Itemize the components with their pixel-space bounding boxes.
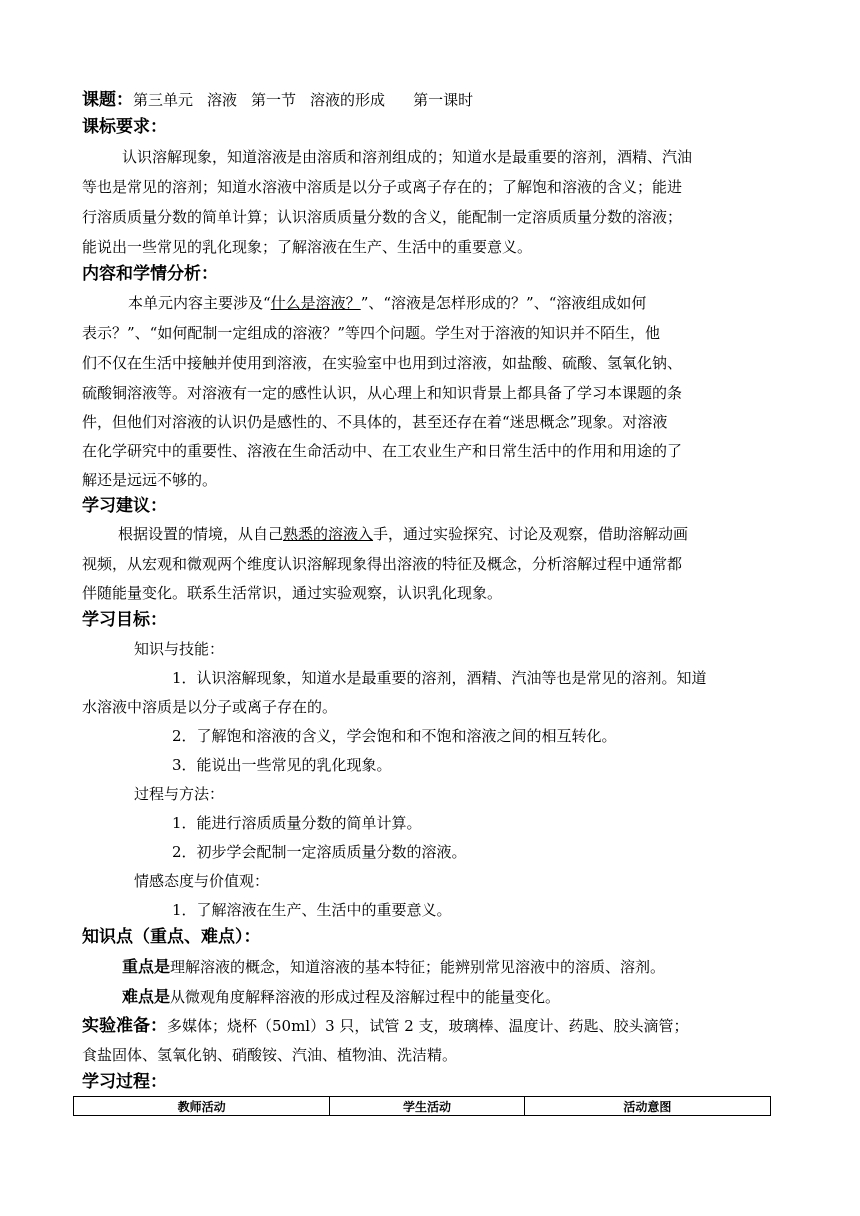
curriculum-line: 等也是常见的溶剂；知道水溶液中溶质是以分子或离子存在的；了解饱和溶液的含义；能进 <box>82 178 683 196</box>
column-header-intent: 活动意图 <box>524 1097 770 1116</box>
analysis-underlined-text: 什么是溶液？ <box>270 294 361 312</box>
analysis-line <box>128 293 828 313</box>
analysis-text: 本单元内容主要涉及“ <box>128 294 271 312</box>
column-header-student: 学生活动 <box>330 1097 524 1116</box>
preparation-text: 多媒体；烧杯（50ml）3 只，试管 2 支，玻璃棒、温度计、药匙、胶头滴管； <box>167 1017 689 1035</box>
difficult-point-label: 难点是 <box>122 987 171 1006</box>
suggestion-line <box>118 524 818 544</box>
title-label: 课题： <box>82 90 133 110</box>
objective-item: 1．了解溶液在生产、生活中的重要意义。 <box>172 901 452 919</box>
curriculum-line: 行溶质质量分数的简单计算；认识溶质质量分数的含义，能配制一定溶质质量分数的溶液； <box>82 208 683 226</box>
title-topic: 溶液 <box>207 91 238 109</box>
preparation-line: 食盐固体、氢氧化钠、硝酸铵、汽油、植物油、洗洁精。 <box>82 1046 458 1064</box>
key-point-label: 重点是 <box>122 957 171 976</box>
analysis-line: 解还是远远不够的。 <box>82 471 218 489</box>
curriculum-heading: 课标要求： <box>82 117 167 137</box>
preparation-line <box>82 1016 782 1036</box>
objective-item: 1．认识溶解现象，知道水是最重要的溶剂，酒精、汽油等也是常见的溶剂。知道 <box>172 669 707 687</box>
column-header-teacher: 教师活动 <box>74 1097 330 1116</box>
analysis-line: 们不仅在生活中接触并使用到溶液，在实验室中也用到过溶液，如盐酸、硫酸、氢氧化钠、 <box>82 354 683 372</box>
difficult-point <box>122 987 822 1007</box>
objective-item: 1．能进行溶质质量分数的简单计算。 <box>172 814 422 832</box>
objective-item: 3．能说出一些常见的乳化现象。 <box>172 756 392 774</box>
key-point-text: 理解溶液的概念，知道溶液的基本特征；能辨别常见溶液中的溶质、溶剂。 <box>170 958 666 976</box>
analysis-line: 在化学研究中的重要性、溶液在生命活动中、在工农业生产和日常生活中的作用和用途的了 <box>82 442 683 460</box>
emotion-label: 情感态度与价值观： <box>134 872 270 890</box>
suggestion-heading: 学习建议： <box>82 496 167 516</box>
knowledge-label: 知识与技能： <box>134 640 225 658</box>
key-point <box>122 957 822 977</box>
objective-item: 水溶液中溶质是以分子或离子存在的。 <box>82 698 338 716</box>
curriculum-line: 认识溶解现象，知道溶液是由溶质和溶剂组成的；知道水是最重要的溶剂，酒精、汽油 <box>122 148 693 166</box>
analysis-text: ”、“溶液是怎样形成的？”、“溶液组成如何 <box>360 294 647 312</box>
analysis-line: 表示？”、“如何配制一定组成的溶液？”等四个问题。学生对于溶液的知识并不陌生，他 <box>82 324 661 342</box>
objective-item: 2．了解饱和溶液的含义，学会饱和和不饱和溶液之间的相互转化。 <box>172 727 617 745</box>
keypoints-heading: 知识点（重点、难点）： <box>82 927 261 947</box>
difficult-point-text: 从微观角度解释溶液的形成过程及溶解过程中的能量变化。 <box>170 988 561 1006</box>
suggestion-text: 手，通过实验探究、讨论及观察，借助溶解动画 <box>373 525 689 543</box>
suggestion-line: 伴随能量变化。联系生活常识，通过实验观察，认识乳化现象。 <box>82 584 503 602</box>
process-heading: 学习过程： <box>82 1072 167 1092</box>
objectives-heading: 学习目标： <box>82 610 167 630</box>
suggestion-text: 根据设置的情境，从自己 <box>118 525 284 543</box>
analysis-line: 硫酸铜溶液等。对溶液有一定的感性认识，从心理上和知识背景上都具备了学习本课题的条 <box>82 384 683 402</box>
analysis-line: 件，但他们对溶液的认识仍是感性的、不具体的，甚至还存在着“迷思概念”现象。对溶液 <box>82 413 668 431</box>
preparation-heading: 实验准备： <box>82 1016 167 1036</box>
process-table <box>73 1096 771 1116</box>
title-period: 第一课时 <box>413 91 474 109</box>
analysis-heading: 内容和学情分析： <box>82 264 218 284</box>
objective-item: 2．初步学会配制一定溶质质量分数的溶液。 <box>172 843 467 861</box>
title-section: 第一节 <box>251 91 297 109</box>
process-label: 过程与方法： <box>134 785 225 803</box>
suggestion-underlined-text: 熟悉的溶液入 <box>283 525 374 543</box>
table-header-row <box>74 1097 771 1116</box>
curriculum-line: 能说出一些常见的乳化现象；了解溶液在生产、生活中的重要意义。 <box>82 238 533 256</box>
suggestion-line: 视频，从宏观和微观两个维度认识溶解现象得出溶液的特征及概念，分析溶解过程中通常都 <box>82 555 683 573</box>
title-lesson: 溶液的形成 <box>310 91 386 109</box>
lesson-title <box>82 90 782 110</box>
title-unit: 第三单元 <box>133 91 194 109</box>
